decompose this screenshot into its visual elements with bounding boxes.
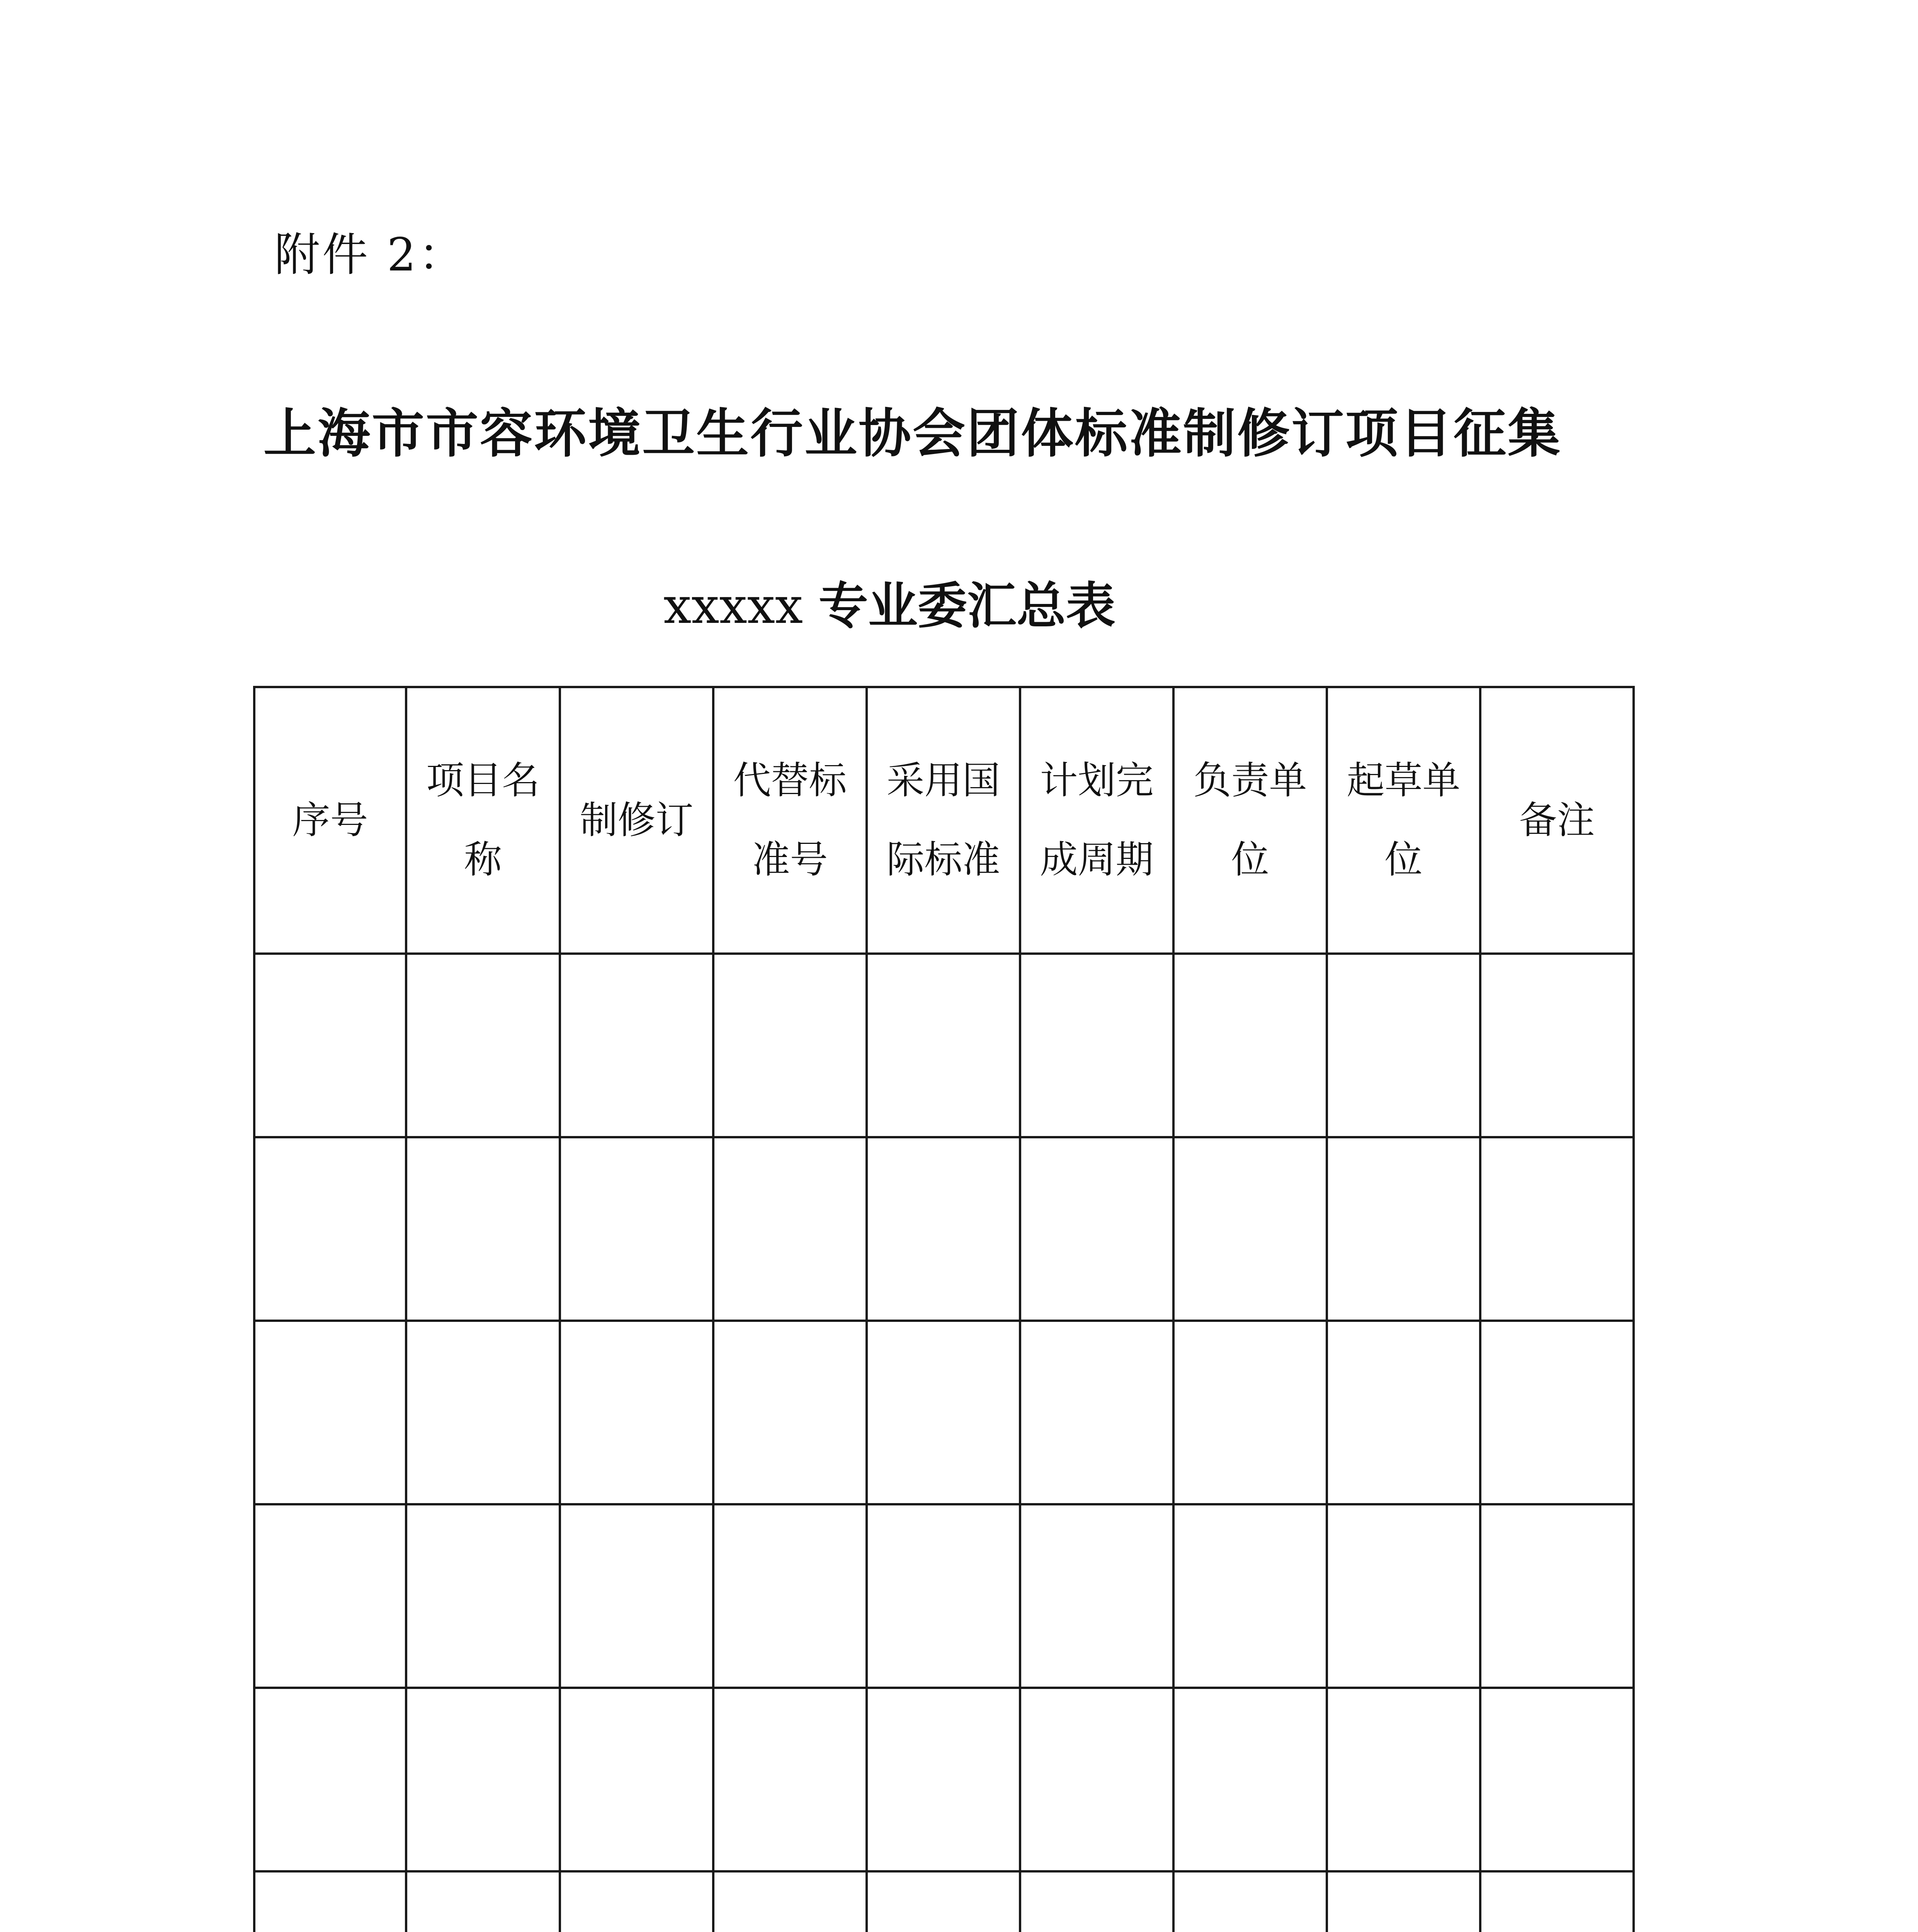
table-cell[interactable]: [1020, 1137, 1173, 1321]
column-header-label: 序号: [292, 798, 368, 842]
table-cell[interactable]: [1020, 1321, 1173, 1504]
table-cell[interactable]: [1020, 1688, 1173, 1871]
table-cell[interactable]: [254, 1688, 406, 1871]
table-cell[interactable]: [713, 1688, 867, 1871]
table-cell[interactable]: [1020, 1871, 1173, 1932]
table-row: [254, 1688, 1634, 1871]
column-header-label: 备注: [1519, 798, 1595, 842]
column-header-revision-type: [560, 687, 713, 954]
column-header-label: 制修订: [580, 798, 694, 842]
attachment-label: 附件 2：: [274, 228, 466, 281]
table-cell[interactable]: [867, 1321, 1020, 1504]
table-row: [254, 954, 1634, 1137]
table-cell[interactable]: [1173, 1321, 1327, 1504]
table-cell[interactable]: [560, 954, 713, 1137]
table-cell[interactable]: [1173, 1688, 1327, 1871]
table-cell[interactable]: [406, 1321, 560, 1504]
table-row: [254, 1321, 1634, 1504]
table-cell[interactable]: [560, 1321, 713, 1504]
subtitle-text: 专业委汇总表: [818, 577, 1115, 635]
table-cell[interactable]: [1480, 1688, 1634, 1871]
summary-form-table: [253, 686, 1635, 1932]
table-cell[interactable]: [1327, 1871, 1480, 1932]
column-header-project-name: [406, 687, 560, 954]
table-cell[interactable]: [713, 1504, 867, 1688]
column-header-adopted-standard: [867, 687, 1020, 954]
column-header-label: 负责单位: [1193, 759, 1307, 882]
table-cell[interactable]: [1327, 954, 1480, 1137]
table-cell[interactable]: [560, 1137, 713, 1321]
column-header-planned-period: [1020, 687, 1173, 954]
column-header-remarks: [1480, 687, 1634, 954]
table-cell[interactable]: [867, 1871, 1020, 1932]
table-cell[interactable]: [1173, 1137, 1327, 1321]
table-cell[interactable]: [254, 1871, 406, 1932]
column-header-drafting-unit: [1327, 687, 1480, 954]
table-cell[interactable]: [1173, 1871, 1327, 1932]
column-header-replaced-standard: [713, 687, 867, 954]
table-cell[interactable]: [713, 1871, 867, 1932]
column-header-label: 代替标准号: [733, 759, 847, 882]
table-cell[interactable]: [560, 1504, 713, 1688]
table-cell[interactable]: [867, 1688, 1020, 1871]
table-cell[interactable]: [1020, 954, 1173, 1137]
column-header-responsible-unit: [1173, 687, 1327, 954]
table-cell[interactable]: [1327, 1321, 1480, 1504]
table-cell[interactable]: [867, 1504, 1020, 1688]
table-cell[interactable]: [406, 1688, 560, 1871]
column-header-serial-number: [254, 687, 406, 954]
document-subtitle: [0, 577, 1848, 635]
table-row: [254, 1137, 1634, 1321]
table-row: [254, 1504, 1634, 1688]
table-cell[interactable]: [1173, 1504, 1327, 1688]
table-cell[interactable]: [713, 1137, 867, 1321]
table-cell[interactable]: [1480, 1504, 1634, 1688]
column-header-label: 采用国际标准: [886, 759, 1000, 882]
table-header-row: [254, 687, 1634, 954]
table-cell[interactable]: [867, 1137, 1020, 1321]
table-cell[interactable]: [1327, 1688, 1480, 1871]
table-cell[interactable]: [254, 1321, 406, 1504]
table-cell[interactable]: [254, 1504, 406, 1688]
table-cell[interactable]: [1327, 1504, 1480, 1688]
table-cell[interactable]: [406, 1504, 560, 1688]
column-header-label: 计划完成周期: [1040, 759, 1154, 882]
table-cell[interactable]: [1327, 1137, 1480, 1321]
table-cell[interactable]: [867, 954, 1020, 1137]
subtitle-committee-placeholder: xxxxx: [663, 577, 803, 635]
table-cell[interactable]: [406, 1871, 560, 1932]
table-cell[interactable]: [1480, 954, 1634, 1137]
document-title: 上海市市容环境卫生行业协会团体标准制修订项目征集: [264, 403, 1562, 464]
table-cell[interactable]: [406, 954, 560, 1137]
table-cell[interactable]: [713, 1321, 867, 1504]
table-cell[interactable]: [1480, 1321, 1634, 1504]
table-cell[interactable]: [1480, 1137, 1634, 1321]
table-cell[interactable]: [1480, 1871, 1634, 1932]
table-cell[interactable]: [254, 1137, 406, 1321]
table-cell[interactable]: [1020, 1504, 1173, 1688]
table-cell[interactable]: [406, 1137, 560, 1321]
column-header-label: 项目名称: [426, 759, 540, 882]
table-cell[interactable]: [560, 1688, 713, 1871]
table-cell[interactable]: [560, 1871, 713, 1932]
column-header-label: 起草单位: [1347, 759, 1461, 882]
table-cell[interactable]: [254, 954, 406, 1137]
table-cell[interactable]: [713, 954, 867, 1137]
table-row: [254, 1871, 1634, 1932]
table-cell[interactable]: [1173, 954, 1327, 1137]
